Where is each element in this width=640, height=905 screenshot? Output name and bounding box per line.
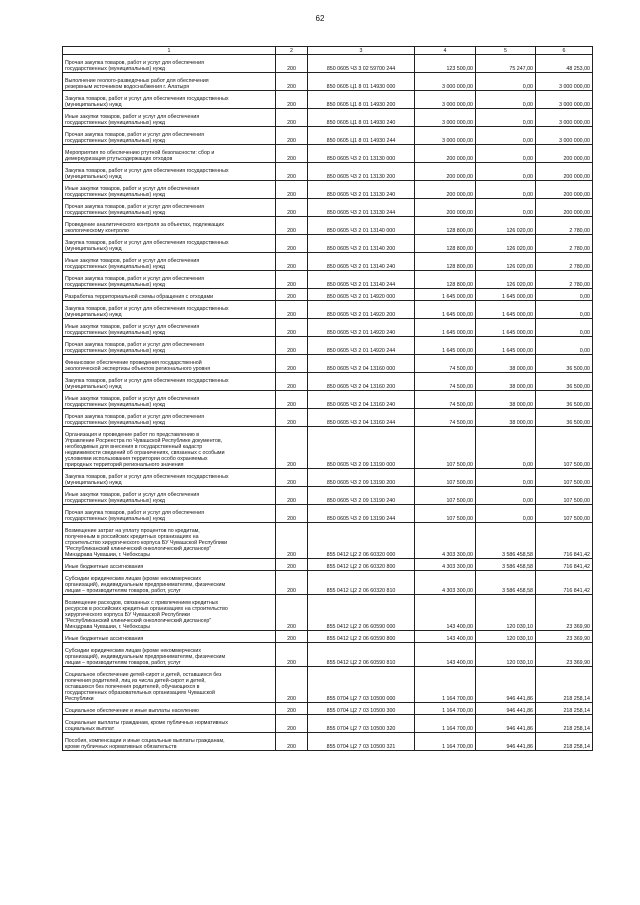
row-name-cell: Прочая закупка товаров, работ и услуг для обеспечения государственных (муниципальных) нужд bbox=[63, 337, 276, 355]
row-rest-cell: 23 369,90 bbox=[536, 595, 593, 631]
row-code-cell: 200 bbox=[276, 91, 308, 109]
row-rest-cell: 23 369,90 bbox=[536, 631, 593, 643]
row-kbk-cell: 855 0412 Ц2 2 06 60590 810 bbox=[308, 643, 415, 667]
row-plan-cell: 4 303 300,00 bbox=[415, 523, 476, 559]
row-code-cell: 200 bbox=[276, 55, 308, 73]
row-name-cell: Иные закупки товаров, работ и услуг для обеспечения государственных (муниципальных) нужд bbox=[63, 487, 276, 505]
row-kbk-cell: 855 0704 Ц2 7 03 10500 320 bbox=[308, 715, 415, 733]
table-row bbox=[63, 319, 593, 337]
row-code-cell: 200 bbox=[276, 217, 308, 235]
row-code-cell: 200 bbox=[276, 667, 308, 703]
row-plan-cell: 1 164 700,00 bbox=[415, 703, 476, 715]
table-header-row bbox=[63, 47, 593, 55]
row-rest-cell: 0,00 bbox=[536, 337, 593, 355]
table-row bbox=[63, 667, 593, 703]
row-kbk-cell: 850 0605 Ч3 2 04 13160 244 bbox=[308, 409, 415, 427]
row-code-cell: 200 bbox=[276, 631, 308, 643]
column-header: 3 bbox=[308, 47, 415, 55]
row-rest-cell: 218 258,14 bbox=[536, 703, 593, 715]
row-code-cell: 200 bbox=[276, 523, 308, 559]
row-done-cell: 38 000,00 bbox=[476, 373, 536, 391]
row-rest-cell: 36 500,00 bbox=[536, 409, 593, 427]
table-row bbox=[63, 73, 593, 91]
row-done-cell: 120 030,10 bbox=[476, 595, 536, 631]
row-done-cell: 1 645 000,00 bbox=[476, 319, 536, 337]
row-plan-cell: 3 000 000,00 bbox=[415, 73, 476, 91]
row-rest-cell: 107 500,00 bbox=[536, 469, 593, 487]
row-name-cell: Иные бюджетные ассигнования bbox=[63, 631, 276, 643]
row-plan-cell: 200 000,00 bbox=[415, 145, 476, 163]
row-plan-cell: 3 000 000,00 bbox=[415, 127, 476, 145]
row-plan-cell: 123 500,00 bbox=[415, 55, 476, 73]
row-kbk-cell: 850 0605 Ч3 2 01 13130 240 bbox=[308, 181, 415, 199]
row-done-cell: 38 000,00 bbox=[476, 355, 536, 373]
row-plan-cell: 128 800,00 bbox=[415, 235, 476, 253]
table-row bbox=[63, 355, 593, 373]
row-plan-cell: 74 500,00 bbox=[415, 373, 476, 391]
row-done-cell: 120 030,10 bbox=[476, 631, 536, 643]
row-name-cell: Прочая закупка товаров, работ и услуг для обеспечения государственных (муниципальных) нужд bbox=[63, 505, 276, 523]
row-done-cell: 1 645 000,00 bbox=[476, 301, 536, 319]
row-done-cell: 3 586 458,58 bbox=[476, 559, 536, 571]
row-done-cell: 126 020,00 bbox=[476, 235, 536, 253]
table-row bbox=[63, 181, 593, 199]
row-name-cell: Мероприятия по обеспечению ртутной безопасности: сбор и демеркуризация ртутьсодержащих отходов bbox=[63, 145, 276, 163]
table-row bbox=[63, 373, 593, 391]
row-name-cell: Социальное обеспечение детей-сирот и детей, оставшихся без попечения родителей, лиц из числа детей-сирот и детей, оставшихся без попечения родителей, обучающихся в государственных образовательных организациях Чувашской Республики bbox=[63, 667, 276, 703]
row-kbk-cell: 855 0412 Ц2 2 06 60320 000 bbox=[308, 523, 415, 559]
row-name-cell: Иные бюджетные ассигнования bbox=[63, 559, 276, 571]
row-name-cell: Иные закупки товаров, работ и услуг для обеспечения государственных (муниципальных) нужд bbox=[63, 391, 276, 409]
row-kbk-cell: 850 0605 Ч3 2 09 13190 200 bbox=[308, 469, 415, 487]
table-row bbox=[63, 391, 593, 409]
row-rest-cell: 200 000,00 bbox=[536, 199, 593, 217]
row-code-cell: 200 bbox=[276, 289, 308, 301]
row-name-cell: Прочая закупка товаров, работ и услуг для обеспечения государственных (муниципальных) нужд bbox=[63, 409, 276, 427]
row-rest-cell: 107 500,00 bbox=[536, 505, 593, 523]
row-done-cell: 1 645 000,00 bbox=[476, 289, 536, 301]
row-plan-cell: 107 500,00 bbox=[415, 505, 476, 523]
row-done-cell: 126 020,00 bbox=[476, 253, 536, 271]
table-row bbox=[63, 235, 593, 253]
table-row bbox=[63, 217, 593, 235]
row-kbk-cell: 855 0412 Ц2 2 06 60590 000 bbox=[308, 595, 415, 631]
row-rest-cell: 218 258,14 bbox=[536, 715, 593, 733]
table-row bbox=[63, 523, 593, 559]
row-name-cell: Социальное обеспечение и иные выплаты населению bbox=[63, 703, 276, 715]
row-done-cell: 0,00 bbox=[476, 505, 536, 523]
table-row bbox=[63, 91, 593, 109]
row-name-cell: Прочая закупка товаров, работ и услуг для обеспечения государственных (муниципальных) нужд bbox=[63, 271, 276, 289]
row-plan-cell: 128 800,00 bbox=[415, 253, 476, 271]
table-row bbox=[63, 571, 593, 595]
row-plan-cell: 1 645 000,00 bbox=[415, 319, 476, 337]
row-kbk-cell: 850 0605 Ч3 2 01 14920 200 bbox=[308, 301, 415, 319]
table-row bbox=[63, 427, 593, 469]
table-row bbox=[63, 301, 593, 319]
table-row bbox=[63, 595, 593, 631]
table-row bbox=[63, 199, 593, 217]
row-done-cell: 0,00 bbox=[476, 427, 536, 469]
row-kbk-cell: 850 0605 Ч3 2 01 14920 000 bbox=[308, 289, 415, 301]
table-row bbox=[63, 409, 593, 427]
table-row bbox=[63, 127, 593, 145]
row-plan-cell: 143 400,00 bbox=[415, 631, 476, 643]
row-name-cell: Финансовое обеспечение проведения государственной экологической экспертизы объектов регионального уровня bbox=[63, 355, 276, 373]
row-plan-cell: 4 303 300,00 bbox=[415, 571, 476, 595]
table-row bbox=[63, 163, 593, 181]
row-rest-cell: 2 780,00 bbox=[536, 217, 593, 235]
budget-execution-table bbox=[62, 46, 593, 751]
row-plan-cell: 200 000,00 bbox=[415, 163, 476, 181]
row-rest-cell: 3 000 000,00 bbox=[536, 73, 593, 91]
row-plan-cell: 1 164 700,00 bbox=[415, 733, 476, 751]
row-plan-cell: 107 500,00 bbox=[415, 469, 476, 487]
row-name-cell: Субсидии юридическим лицам (кроме некоммерческих организаций), индивидуальным предпринимателям, физическим лицам – производителям товаров, работ, услуг bbox=[63, 643, 276, 667]
row-code-cell: 200 bbox=[276, 319, 308, 337]
row-code-cell: 200 bbox=[276, 355, 308, 373]
row-code-cell: 200 bbox=[276, 487, 308, 505]
row-kbk-cell: 850 0605 Ч3 3 02 59700 244 bbox=[308, 55, 415, 73]
row-done-cell: 0,00 bbox=[476, 181, 536, 199]
row-done-cell: 946 441,86 bbox=[476, 703, 536, 715]
row-done-cell: 3 586 458,58 bbox=[476, 571, 536, 595]
row-name-cell: Иные закупки товаров, работ и услуг для обеспечения государственных (муниципальных) нужд bbox=[63, 181, 276, 199]
row-done-cell: 3 586 458,58 bbox=[476, 523, 536, 559]
row-done-cell: 0,00 bbox=[476, 163, 536, 181]
row-plan-cell: 143 400,00 bbox=[415, 595, 476, 631]
row-done-cell: 1 645 000,00 bbox=[476, 337, 536, 355]
row-name-cell: Социальные выплаты гражданам, кроме публичных нормативных социальных выплат bbox=[63, 715, 276, 733]
row-rest-cell: 218 258,14 bbox=[536, 733, 593, 751]
row-name-cell: Закупка товаров, работ и услуг для обеспечения государственных (муниципальных) нужд bbox=[63, 373, 276, 391]
row-kbk-cell: 850 0605 Ч3 2 09 13190 244 bbox=[308, 505, 415, 523]
row-code-cell: 200 bbox=[276, 373, 308, 391]
row-name-cell: Возмещение затрат на уплату процентов по кредитам, полученным в российских кредитных организациях на строительство хирургического корпуса БУ Чувашской Республики "Республиканский клинический онкологический диспансер" Минздрава Чувашии, г. Чебоксары bbox=[63, 523, 276, 559]
row-plan-cell: 200 000,00 bbox=[415, 199, 476, 217]
column-header: 1 bbox=[63, 47, 276, 55]
row-name-cell: Иные закупки товаров, работ и услуг для обеспечения государственных (муниципальных) нужд bbox=[63, 109, 276, 127]
row-kbk-cell: 850 0605 Ч3 2 04 13160 240 bbox=[308, 391, 415, 409]
row-kbk-cell: 855 0412 Ц2 2 06 60320 800 bbox=[308, 559, 415, 571]
row-code-cell: 200 bbox=[276, 505, 308, 523]
row-code-cell: 200 bbox=[276, 391, 308, 409]
row-done-cell: 120 030,10 bbox=[476, 643, 536, 667]
row-code-cell: 200 bbox=[276, 163, 308, 181]
row-rest-cell: 3 000 000,00 bbox=[536, 91, 593, 109]
row-code-cell: 200 bbox=[276, 301, 308, 319]
row-name-cell: Закупка товаров, работ и услуг для обеспечения государственных (муниципальных) нужд bbox=[63, 235, 276, 253]
table-row bbox=[63, 109, 593, 127]
row-kbk-cell: 850 0605 Ч3 2 01 13140 240 bbox=[308, 253, 415, 271]
row-rest-cell: 200 000,00 bbox=[536, 145, 593, 163]
row-done-cell: 0,00 bbox=[476, 73, 536, 91]
row-code-cell: 200 bbox=[276, 109, 308, 127]
column-header: 5 bbox=[476, 47, 536, 55]
row-code-cell: 200 bbox=[276, 145, 308, 163]
row-code-cell: 200 bbox=[276, 199, 308, 217]
row-code-cell: 200 bbox=[276, 73, 308, 91]
row-name-cell: Субсидии юридическим лицам (кроме некоммерческих организаций), индивидуальным предпринимателям, физическим лицам – производителям товаров, работ, услуг bbox=[63, 571, 276, 595]
row-rest-cell: 36 500,00 bbox=[536, 391, 593, 409]
row-rest-cell: 0,00 bbox=[536, 319, 593, 337]
row-code-cell: 200 bbox=[276, 469, 308, 487]
row-done-cell: 38 000,00 bbox=[476, 391, 536, 409]
row-code-cell: 200 bbox=[276, 271, 308, 289]
table-row bbox=[63, 469, 593, 487]
row-rest-cell: 36 500,00 bbox=[536, 373, 593, 391]
row-code-cell: 200 bbox=[276, 409, 308, 427]
row-plan-cell: 74 500,00 bbox=[415, 391, 476, 409]
row-kbk-cell: 850 0605 Ц1 8 01 14930 244 bbox=[308, 127, 415, 145]
row-kbk-cell: 855 0704 Ц2 7 03 10500 000 bbox=[308, 667, 415, 703]
table-row bbox=[63, 271, 593, 289]
row-rest-cell: 2 780,00 bbox=[536, 271, 593, 289]
row-plan-cell: 1 645 000,00 bbox=[415, 337, 476, 355]
row-kbk-cell: 850 0605 Ч3 2 04 13160 200 bbox=[308, 373, 415, 391]
row-kbk-cell: 850 0605 Ч3 2 04 13160 000 bbox=[308, 355, 415, 373]
row-name-cell: Прочая закупка товаров, работ и услуг для обеспечения государственных (муниципальных) нужд bbox=[63, 199, 276, 217]
row-done-cell: 0,00 bbox=[476, 109, 536, 127]
row-done-cell: 38 000,00 bbox=[476, 409, 536, 427]
row-rest-cell: 716 841,42 bbox=[536, 559, 593, 571]
row-rest-cell: 3 000 000,00 bbox=[536, 109, 593, 127]
row-rest-cell: 36 500,00 bbox=[536, 355, 593, 373]
row-kbk-cell: 855 0412 Ц2 2 06 60590 800 bbox=[308, 631, 415, 643]
row-plan-cell: 1 645 000,00 bbox=[415, 301, 476, 319]
table-row bbox=[63, 487, 593, 505]
table-row bbox=[63, 703, 593, 715]
row-plan-cell: 128 800,00 bbox=[415, 217, 476, 235]
row-kbk-cell: 850 0605 Ч3 2 01 13130 200 bbox=[308, 163, 415, 181]
row-plan-cell: 74 500,00 bbox=[415, 355, 476, 373]
row-kbk-cell: 850 0605 Ч3 2 01 13140 244 bbox=[308, 271, 415, 289]
row-plan-cell: 143 400,00 bbox=[415, 643, 476, 667]
row-name-cell: Закупка товаров, работ и услуг для обеспечения государственных (муниципальных) нужд bbox=[63, 469, 276, 487]
row-kbk-cell: 855 0704 Ц2 7 03 10500 300 bbox=[308, 703, 415, 715]
row-kbk-cell: 850 0605 Ч3 2 01 13140 000 bbox=[308, 217, 415, 235]
row-rest-cell: 200 000,00 bbox=[536, 181, 593, 199]
row-plan-cell: 200 000,00 bbox=[415, 181, 476, 199]
row-done-cell: 0,00 bbox=[476, 145, 536, 163]
row-done-cell: 0,00 bbox=[476, 469, 536, 487]
row-done-cell: 126 020,00 bbox=[476, 217, 536, 235]
row-plan-cell: 74 500,00 bbox=[415, 409, 476, 427]
row-rest-cell: 0,00 bbox=[536, 289, 593, 301]
row-done-cell: 946 441,86 bbox=[476, 715, 536, 733]
row-kbk-cell: 850 0605 Ч3 2 01 14920 240 bbox=[308, 319, 415, 337]
row-name-cell: Закупка товаров, работ и услуг для обеспечения государственных (муниципальных) нужд bbox=[63, 301, 276, 319]
table-row bbox=[63, 643, 593, 667]
row-rest-cell: 107 500,00 bbox=[536, 487, 593, 505]
row-plan-cell: 107 500,00 bbox=[415, 427, 476, 469]
row-rest-cell: 716 841,42 bbox=[536, 571, 593, 595]
column-header: 4 bbox=[415, 47, 476, 55]
row-code-cell: 200 bbox=[276, 715, 308, 733]
row-rest-cell: 200 000,00 bbox=[536, 163, 593, 181]
row-code-cell: 200 bbox=[276, 559, 308, 571]
row-kbk-cell: 850 0605 Ц1 8 01 14930 000 bbox=[308, 73, 415, 91]
row-rest-cell: 218 258,14 bbox=[536, 667, 593, 703]
row-rest-cell: 48 253,00 bbox=[536, 55, 593, 73]
row-done-cell: 126 020,00 bbox=[476, 271, 536, 289]
row-name-cell: Организация и проведение работ по представлению в Управление Росреестра по Чувашской Республике документов, необходимых для внесения в государственный кадастр недвижимости сведений об ограничениях, связанных с особыми условиями использования территории особо охраняемых природных территорий регионального значения bbox=[63, 427, 276, 469]
row-code-cell: 200 bbox=[276, 127, 308, 145]
row-done-cell: 75 247,00 bbox=[476, 55, 536, 73]
table-row bbox=[63, 289, 593, 301]
table-row bbox=[63, 253, 593, 271]
row-plan-cell: 1 164 700,00 bbox=[415, 715, 476, 733]
row-code-cell: 200 bbox=[276, 427, 308, 469]
row-plan-cell: 1 645 000,00 bbox=[415, 289, 476, 301]
row-kbk-cell: 850 0605 Ч3 2 01 14920 244 bbox=[308, 337, 415, 355]
row-name-cell: Закупка товаров, работ и услуг для обеспечения государственных (муниципальных) нужд bbox=[63, 163, 276, 181]
row-name-cell: Прочая закупка товаров, работ и услуг для обеспечения государственных (муниципальных) нужд bbox=[63, 127, 276, 145]
row-name-cell: Прочая закупка товаров, работ и услуг для обеспечения государственных (муниципальных) нужд bbox=[63, 55, 276, 73]
row-kbk-cell: 850 0605 Ч3 2 09 13190 240 bbox=[308, 487, 415, 505]
table-row bbox=[63, 733, 593, 751]
table-row bbox=[63, 55, 593, 73]
row-kbk-cell: 850 0605 Ц1 8 01 14930 240 bbox=[308, 109, 415, 127]
row-name-cell: Иные закупки товаров, работ и услуг для обеспечения государственных (муниципальных) нужд bbox=[63, 253, 276, 271]
row-rest-cell: 0,00 bbox=[536, 301, 593, 319]
row-name-cell: Выполнение геолого-разведочных работ для обеспечения резервным источником водоснабжения г. Алатыря bbox=[63, 73, 276, 91]
row-code-cell: 200 bbox=[276, 235, 308, 253]
row-code-cell: 200 bbox=[276, 181, 308, 199]
row-plan-cell: 4 303 300,00 bbox=[415, 559, 476, 571]
row-plan-cell: 128 800,00 bbox=[415, 271, 476, 289]
table-row bbox=[63, 337, 593, 355]
table-row bbox=[63, 559, 593, 571]
table-row bbox=[63, 145, 593, 163]
row-code-cell: 200 bbox=[276, 733, 308, 751]
row-kbk-cell: 850 0605 Ч3 2 01 13130 244 bbox=[308, 199, 415, 217]
row-name-cell: Пособия, компенсации и иные социальные выплаты гражданам, кроме публичных нормативных обязательств bbox=[63, 733, 276, 751]
row-done-cell: 946 441,86 bbox=[476, 667, 536, 703]
row-kbk-cell: 850 0605 Ч3 2 01 13130 000 bbox=[308, 145, 415, 163]
row-code-cell: 200 bbox=[276, 337, 308, 355]
row-rest-cell: 23 369,90 bbox=[536, 643, 593, 667]
row-rest-cell: 107 500,00 bbox=[536, 427, 593, 469]
row-rest-cell: 2 780,00 bbox=[536, 253, 593, 271]
table-row bbox=[63, 631, 593, 643]
table-row bbox=[63, 505, 593, 523]
row-kbk-cell: 850 0605 Ч3 2 09 13190 000 bbox=[308, 427, 415, 469]
column-header: 2 bbox=[276, 47, 308, 55]
row-name-cell: Проведение аналитического контроля за объектах, подлежащих экологическому контролю bbox=[63, 217, 276, 235]
row-kbk-cell: 855 0412 Ц2 2 06 60320 810 bbox=[308, 571, 415, 595]
row-name-cell: Разработка территориальной схемы обращения с отходами bbox=[63, 289, 276, 301]
row-done-cell: 0,00 bbox=[476, 199, 536, 217]
row-name-cell: Закупка товаров, работ и услуг для обеспечения государственных (муниципальных) нужд bbox=[63, 91, 276, 109]
row-kbk-cell: 850 0605 Ч3 2 01 13140 200 bbox=[308, 235, 415, 253]
row-code-cell: 200 bbox=[276, 703, 308, 715]
row-done-cell: 946 441,86 bbox=[476, 733, 536, 751]
column-header: 6 bbox=[536, 47, 593, 55]
row-kbk-cell: 850 0605 Ц1 8 01 14930 200 bbox=[308, 91, 415, 109]
row-code-cell: 200 bbox=[276, 253, 308, 271]
row-plan-cell: 3 000 000,00 bbox=[415, 109, 476, 127]
row-code-cell: 200 bbox=[276, 571, 308, 595]
row-code-cell: 200 bbox=[276, 595, 308, 631]
row-kbk-cell: 855 0704 Ц2 7 03 10500 321 bbox=[308, 733, 415, 751]
row-done-cell: 0,00 bbox=[476, 127, 536, 145]
row-name-cell: Возмещение расходов, связанных с привлечением кредитных ресурсов в российских кредитных организациях на строительство хирургического корпуса БУ Чувашской Республики "Республиканский клинический онкологический диспансер" Минздрава Чувашии, г. Чебоксары bbox=[63, 595, 276, 631]
row-rest-cell: 2 780,00 bbox=[536, 235, 593, 253]
row-rest-cell: 716 841,42 bbox=[536, 523, 593, 559]
row-name-cell: Иные закупки товаров, работ и услуг для обеспечения государственных (муниципальных) нужд bbox=[63, 319, 276, 337]
row-plan-cell: 1 164 700,00 bbox=[415, 667, 476, 703]
table-row bbox=[63, 715, 593, 733]
row-plan-cell: 3 000 000,00 bbox=[415, 91, 476, 109]
row-done-cell: 0,00 bbox=[476, 487, 536, 505]
row-done-cell: 0,00 bbox=[476, 91, 536, 109]
row-code-cell: 200 bbox=[276, 643, 308, 667]
row-rest-cell: 3 000 000,00 bbox=[536, 127, 593, 145]
page-number: 62 bbox=[315, 14, 325, 23]
row-plan-cell: 107 500,00 bbox=[415, 487, 476, 505]
